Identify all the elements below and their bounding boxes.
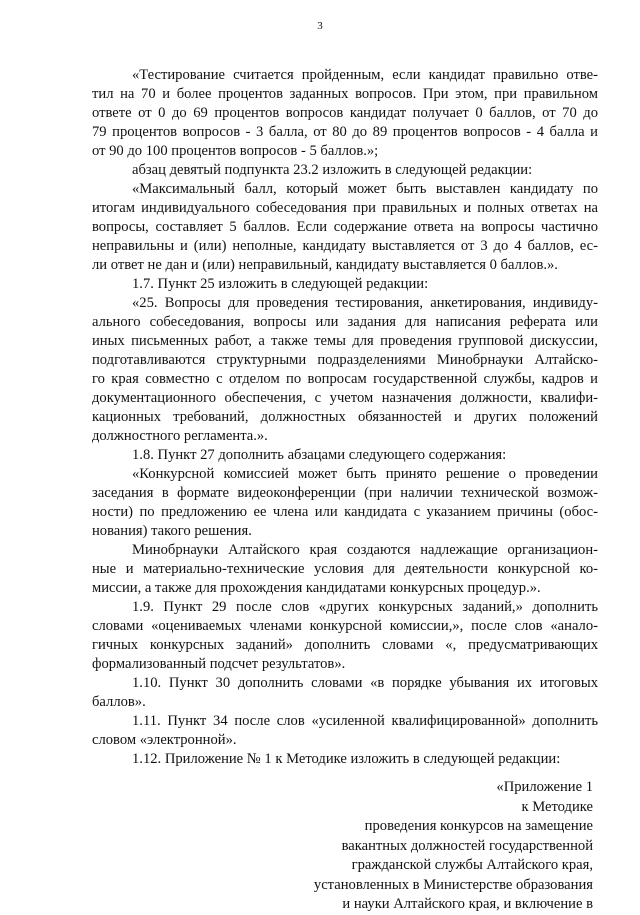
text-line: баллов».: [92, 694, 146, 710]
text-line: 79 процентов вопросов - 3 балла, от 80 до 89 процентов вопросов - 4 балла и: [92, 124, 598, 140]
text-line: 1.7. Пункт 25 изложить в следующей редакции:: [132, 276, 429, 292]
appendix-line: «Приложение 1: [496, 779, 593, 795]
text-line: ности) по предложению ее члена или кандидата с указанием причины (обос-: [92, 504, 598, 520]
appendix-line: к Методике: [521, 798, 593, 815]
appendix-line: вакантных должностей государственной: [341, 837, 593, 854]
text-line: го края совместно с отделом по вопросам государственной службы, кадров и: [92, 371, 598, 387]
text-line: 1.12. Приложение № 1 к Методике изложить в следующей редакции:: [132, 751, 561, 767]
text-line: словом «электронной».: [92, 732, 237, 748]
text-line: ального собеседования, вопросы или задания для написания реферата или: [92, 314, 598, 330]
text-line: 1.9. Пункт 29 после слов «других конкурсных заданий,» дополнить: [132, 599, 598, 615]
appendix-line: установленных в Министерстве образования: [313, 876, 593, 893]
text-line: гичных конкурсных заданий» дополнить словами «, предусматривающих: [92, 637, 598, 653]
text-line: ответе от 0 до 69 процентов вопросов кандидат получает 0 баллов, от 70 до: [92, 105, 598, 121]
text-line: 1.8. Пункт 27 дополнить абзацами следующего содержания:: [132, 447, 507, 463]
text-line: Минобрнауки Алтайского края создаются надлежащие организацион-: [132, 542, 598, 558]
page-number: 3: [317, 20, 323, 32]
appendix-heading: [314, 778, 593, 915]
text-line: абзац девятый подпункта 23.2 изложить в следующей редакции:: [132, 162, 533, 178]
text-line: 1.10. Пункт 30 дополнить словами «в порядке убывания их итоговых: [132, 675, 598, 691]
text-line: должностного регламента.».: [92, 428, 268, 444]
text-line: «Максимальный балл, который может быть выставлен кандидату по: [132, 181, 598, 197]
text-line: нования) такого решения.: [92, 523, 252, 539]
text-line: от 90 до 100 процентов вопросов - 5 баллов.»;: [92, 143, 379, 159]
appendix-line: проведения конкурсов на замещение: [364, 818, 593, 834]
text-line: неправильны и (или) неполные, кандидату выставляется от 3 до 4 баллов, ес-: [92, 238, 598, 254]
text-line: словами «оцениваемых членами конкурсной комиссии,», после слов «анало-: [92, 618, 598, 634]
text-line: «25. Вопросы для проведения тестирования, анкетирования, индивиду-: [132, 295, 598, 311]
text-line: подготавливаются структурными подразделениями Минобрнауки Алтайско-: [92, 352, 598, 368]
text-line: документационного обеспечения, с учетом назначения должности, квалифи-: [92, 390, 598, 406]
text-line: формализованный подсчет результатов».: [92, 656, 346, 672]
text-line: иных письменных работ, а также темы для проведения групповой дискуссии,: [92, 333, 598, 349]
text-line: вопросы, составляет 5 баллов. Если содержание ответа на вопросы частично: [92, 219, 598, 235]
text-line: тил на 70 и более процентов заданных вопросов. При этом, при правильном: [92, 86, 598, 102]
appendix-line: гражданской службы Алтайского края,: [351, 857, 593, 873]
text-line: заседания в формате видеоконференции (при наличии технической возмож-: [92, 485, 598, 501]
text-line: «Конкурсной комиссией может быть принято решение о проведении: [132, 466, 598, 482]
text-line: «Тестирование считается пройденным, если кандидат правильно отве-: [132, 67, 598, 83]
text-line: 1.11. Пункт 34 после слов «усиленной квалифицированной» дополнить: [132, 713, 598, 729]
text-line: ные и материально-технические условия для деятельности конкурсной ко-: [92, 561, 598, 577]
text-line: итогам индивидуального собеседования при правильных и полных ответах на: [92, 200, 598, 216]
appendix-line: и науки Алтайского края, и включение в: [342, 896, 593, 912]
text-line: кационных требований, должностных обязанностей и других положений: [92, 409, 598, 425]
text-line: миссии, а также для прохождения кандидатами конкурсных процедур.».: [92, 580, 541, 596]
text-line: ли ответ не дан и (или) неправильный, кандидату выставляется 0 баллов.».: [92, 257, 558, 273]
